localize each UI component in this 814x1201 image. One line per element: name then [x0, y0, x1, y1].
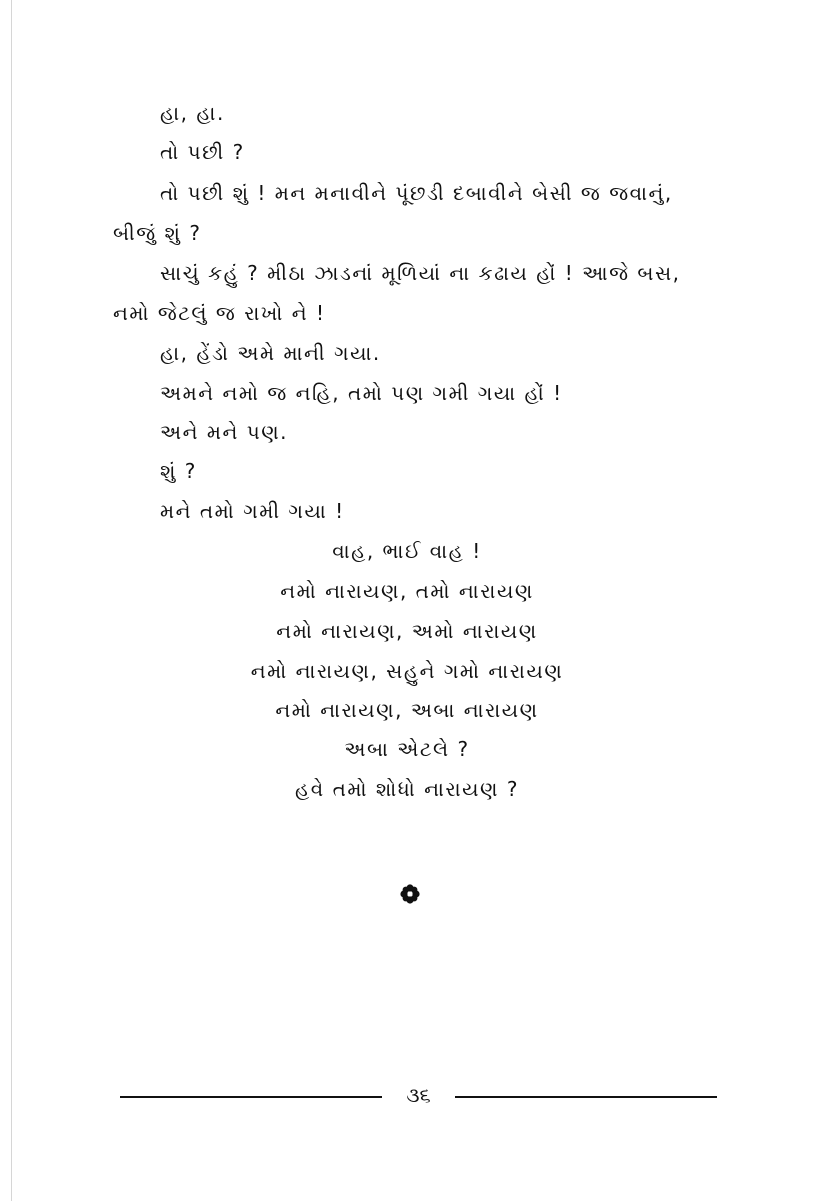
body-line-2: તો પછી ?: [160, 140, 245, 164]
body-line-3: તો પછી શું ! મન મનાવીને પૂંછડી દબાવીને બેસી જ જવાનું,: [160, 181, 673, 205]
body-line-7: અને મને પણ.: [160, 420, 289, 444]
flower-ornament-icon: [400, 884, 420, 904]
verse-line-5: નમો નારાયણ, અબા નારાયણ: [275, 698, 539, 722]
verse-line-6: અબા એટલે ?: [344, 737, 470, 761]
footer-rule-right: [455, 1096, 717, 1098]
body-line-6: અમને નમો જ નહિ, તમો પણ ગમી ગયા હોં !: [160, 381, 563, 405]
page-number: ૩૬: [406, 1083, 431, 1107]
body-line-4: સાચું કહું ? મીઠા ઝાડનાં મૂળિયાં ના કઢાય હોં ! આજે બસ,: [160, 261, 681, 285]
body-line-4-continued: નમો જેટલું જ રાખો ને !: [113, 301, 326, 325]
verse-line-3: નમો નારાયણ, અમો નારાયણ: [276, 619, 538, 643]
body-line-1: હા, હા.: [160, 101, 225, 125]
body-line-5: હા, હેંડો અમે માની ગયા.: [160, 341, 381, 365]
body-line-3-continued: બીજું શું ?: [113, 221, 202, 245]
verse-line-7: હવે તમો શોધો નારાયણ ?: [295, 777, 519, 801]
body-line-9: મને તમો ગમી ગયા !: [160, 499, 345, 523]
body-line-8: શું ?: [160, 459, 197, 483]
verse-line-2: નમો નારાયણ, તમો નારાયણ: [280, 579, 534, 603]
footer-rule-left: [120, 1096, 382, 1098]
verse-line-4: નમો નારાયણ, સહુને ગમો નારાયણ: [250, 659, 564, 683]
verse-line-1: વાહ, ભાઈ વાહ !: [332, 539, 482, 563]
